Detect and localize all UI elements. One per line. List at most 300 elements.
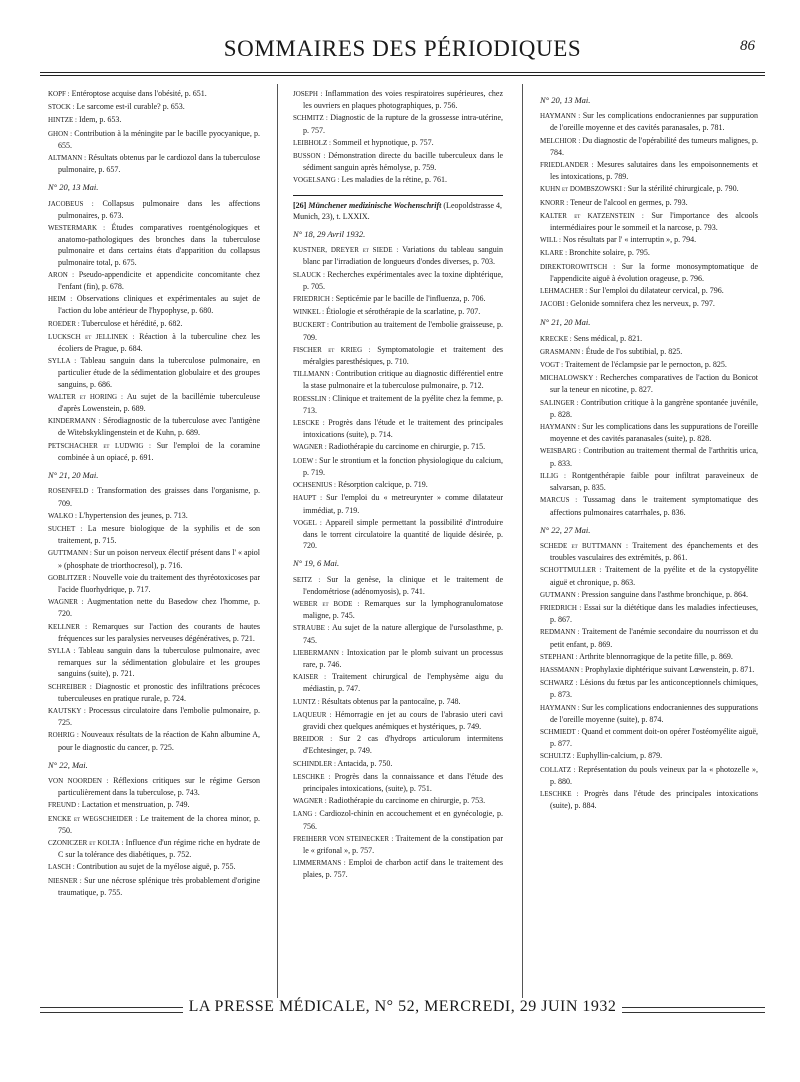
article-author: KAUTSKY :: [48, 706, 86, 715]
article-title: Teneur de l'alcool en germes, p. 793.: [570, 197, 688, 207]
article-title: Sur les complications dans les suppurations de l'oreille moyenne et des cavités paranasales (suite), p. 828.: [550, 422, 759, 444]
article-author: LEHMACHER :: [540, 287, 588, 296]
article-entry: [48, 128, 260, 151]
article-author: KLARE :: [540, 249, 568, 258]
article-title: Les maladies de la rétine, p. 761.: [341, 175, 448, 185]
article-author: SCHINDLER :: [293, 759, 336, 768]
article-author: SYLLA :: [48, 646, 76, 655]
issue-date-heading: N° 21, 20 Mai.: [48, 470, 99, 481]
article-author: DIREKTOROWITSCH :: [540, 262, 616, 271]
article-entry: [293, 393, 503, 416]
article-author: BUCKERT :: [293, 321, 329, 330]
article-author: GRASMANN :: [540, 347, 584, 356]
article-entry: [540, 702, 758, 725]
article-author: WESTERMARK :: [48, 224, 106, 233]
article-author: LESCHKE :: [293, 772, 331, 781]
article-author: LOEW :: [293, 456, 317, 465]
article-author: SCHMIEDT :: [540, 727, 580, 736]
article-entry: [540, 602, 758, 625]
article-author: ROEDER :: [48, 319, 80, 328]
article-title: Sur un poison nerveux électif présent dans l' « apiol » (phosphate de triorthocresol), p. 716.: [58, 548, 261, 570]
article-author: HASSMANN :: [540, 665, 583, 674]
article-title: Réaction à la tuberculine chez les écoliers de Prague, p. 684.: [58, 331, 260, 354]
article-entry: [293, 574, 503, 597]
article-entry: [293, 344, 503, 367]
article-author: WAGNER :: [293, 797, 327, 806]
issue-date-heading: N° 20, 13 Mai.: [540, 95, 591, 105]
article-entry: [293, 598, 503, 621]
article-author: FREUND :: [48, 801, 80, 810]
article-entry: [293, 88, 503, 111]
article-author: SCHULTZ :: [540, 752, 575, 761]
article-entry: [48, 799, 260, 811]
article-entry: [48, 88, 260, 100]
article-title: Arthrite blennorragique de la petite fille, p. 869.: [579, 651, 733, 661]
article-entry: [293, 306, 503, 318]
article-title: Appareil simple permettant la possibilité d'introduire dans le torrent circulatoire la quantité de liquide désirée, p. 720.: [303, 517, 504, 551]
issue-date-heading: N° 19, 6 Mai.: [293, 558, 340, 569]
article-title: Progrès dans l'étude des principales intoxications (suite), p. 884.: [550, 788, 759, 811]
article-title: Sur la forme monosymptomatique de l'appendicite aiguë à évolution orageuse, p. 796.: [550, 261, 758, 283]
article-author: PETSCHACHER et LUDWIG :: [48, 441, 151, 450]
article-entry: [540, 333, 758, 345]
article-entry: [48, 729, 260, 752]
article-title: Idem, p. 653.: [78, 115, 122, 125]
column-middle: [293, 88, 503, 882]
article-entry: [48, 596, 260, 619]
article-author: OCHSENIUS :: [293, 481, 336, 490]
article-author: ALTMANN :: [48, 154, 87, 163]
article-author: KRECKE :: [540, 334, 572, 343]
article-entry: [293, 795, 503, 807]
article-author: SCHOTTMULLER :: [540, 566, 602, 575]
article-title: Transformation des graisses dans l'organisme, p. 709.: [58, 486, 260, 508]
article-author: WAGNER :: [293, 443, 327, 452]
article-author: SYLLA :: [48, 357, 77, 366]
header-rule-double: [40, 75, 765, 76]
article-entry: [540, 285, 758, 297]
article-author: HAYMANN :: [540, 112, 581, 121]
article-author: JACOBEUS :: [48, 199, 94, 208]
article-author: STRAUBE :: [293, 624, 330, 633]
article-title: Inflammation des voies respiratoires supérieures, chez les ouvriers en plaques photographiques, p. 756.: [303, 89, 503, 111]
article-title: Réflexions critiques sur le régime Gerson particulièrement dans la tuberculose, p. 743.: [58, 775, 260, 798]
article-entry: [48, 101, 260, 113]
article-title: Entéroptose acquise dans l'obésité, p. 651.: [71, 89, 207, 98]
article-author: CZONICZER et KOLTA :: [48, 838, 124, 847]
article-entry: [540, 677, 758, 700]
issue-date-heading: N° 21, 20 Mai.: [540, 317, 591, 328]
journal-number: [26]: [293, 200, 307, 210]
column-divider: [277, 84, 278, 999]
article-title: Sur la stérilité chirurgicale, p. 790.: [627, 184, 739, 194]
article-author: FISCHER et KRIEG :: [293, 345, 371, 354]
article-title: Quand et comment doit-on opérer l'ostéomyélite aiguë, p. 877.: [550, 726, 758, 749]
article-entry: [48, 331, 260, 354]
article-author: VOGT :: [540, 361, 564, 370]
article-title: Au sujet de la bacillémie tuberculeuse d'après Lowenstein, p. 689.: [58, 391, 261, 414]
article-title: Remarques sur l'action des courants de hautes fréquences sur les paralysies nerveuses dégénératives, p. 721.: [58, 621, 261, 643]
article-title: Prophylaxie diphtérique suivant Lœwenstein, p. 871.: [584, 664, 755, 674]
article-author: LESCHKE :: [540, 789, 579, 798]
article-title: Résultats obtenus par la pantocaïne, p. 748.: [321, 696, 461, 706]
article-author: WAGNER :: [48, 598, 84, 607]
article-author: GUTMANN :: [540, 590, 580, 599]
article-entry: [540, 445, 758, 468]
article-title: Traitement des épanchements et des troubles vasculaires des extrémités, p. 861.: [550, 540, 758, 563]
article-title: Collapsus pulmonaire dans les affections pulmonaires, p. 673.: [58, 198, 261, 220]
article-entry: [293, 857, 503, 880]
article-entry: [540, 750, 758, 762]
article-entry: [540, 494, 758, 517]
article-author: FRIEDRICH :: [293, 295, 334, 304]
article-author: WEBER et BODE :: [293, 599, 360, 608]
article-title: Traitement de la pyélite et de la cystopyélite aiguë et chronique, p. 863.: [550, 565, 758, 587]
article-author: KINDERMANN :: [48, 417, 101, 426]
article-author: NIESNER :: [48, 876, 82, 885]
article-author: KALTER et KATZENSTEIN :: [540, 211, 644, 220]
article-title: Bronchite solaire, p. 795.: [569, 248, 650, 258]
article-title: Sur la genèse, la clinique et le traitement de l'endométriose (adénomyosis), p. 741.: [303, 574, 504, 596]
article-title: Le traitement de la chorea minor, p. 750.: [58, 813, 261, 835]
page-title: SOMMAIRES DES PÉRIODIQUES: [223, 36, 582, 61]
article-author: HAUPT :: [293, 494, 323, 503]
issue-date-heading: N° 22, Mai.: [48, 759, 88, 770]
article-author: BREIDOR :: [293, 735, 333, 744]
article-entry: [540, 234, 758, 246]
article-title: Influence d'un régime riche en hydrate de C sur la tolérance des diabétiques, p. 752.: [58, 837, 260, 860]
article-entry: [540, 589, 758, 601]
article-entry: [293, 244, 503, 267]
article-title: Progrès dans l'étude et le traitement des principales intoxications (suite), p. 714.: [303, 418, 503, 440]
article-author: LUCKSCH et JELLINEK :: [48, 332, 135, 341]
article-author: KUSTNER, DREYER et SIEDE :: [293, 246, 399, 255]
article-entry: [293, 492, 503, 515]
article-title: Pseudo-appendicite et appendicite concomitante chez l'enfant (fin), p. 678.: [58, 269, 261, 292]
article-title: Sur l'emploi du dilatateur cervical, p. 796.: [589, 286, 724, 296]
column-divider: [522, 84, 523, 999]
article-title: Diagnostic et pronostic des infiltrations précoces tuberculeuses en pratique rurale, p. 724.: [58, 681, 261, 703]
article-title: Sur l'importance des alcools intermédiaires pour le sommeil et la narcose, p. 793.: [550, 210, 758, 233]
article-entry: [293, 441, 503, 453]
article-title: Sur l'emploi de la coramine combinée à un opiacé, p. 691.: [58, 440, 261, 462]
article-author: KOPF :: [48, 90, 70, 98]
page-header: [40, 22, 765, 72]
article-author: WALKO :: [48, 511, 77, 520]
article-title: Intoxication par le plomb suivant un processus rare, p. 746.: [303, 647, 503, 669]
article-author: LAQUEUR :: [293, 710, 332, 719]
article-author: JACOBI :: [540, 300, 569, 309]
article-title: Résultats obtenus par le cardiozol dans la tuberculose pulmonaire, p. 657.: [58, 153, 260, 175]
article-entry: [293, 417, 503, 440]
article-entry: [540, 346, 758, 358]
article-title: Radiothérapie du carcinome en chirurgie, p. 753.: [328, 796, 486, 806]
article-entry: [540, 197, 758, 209]
article-entry: [48, 510, 260, 522]
article-title: Sur le strontium et la fonction physiologique du calcium, p. 719.: [303, 455, 503, 477]
article-entry: [48, 415, 260, 438]
article-title: Symptomatologie et traitement des méralgies paresthésiques, p. 710.: [303, 344, 503, 367]
article-author: ROSENFELD :: [48, 487, 94, 496]
article-author: KUHN et DOMBSZOWSKI :: [540, 185, 626, 194]
article-entry: [540, 421, 758, 444]
header-rule: [40, 72, 765, 73]
article-author: HINTZE :: [48, 116, 77, 125]
article-title: Tableau sanguin dans la tuberculose pulmonaire, en particulier étude de la sédimentation globulaire et des groupes sanguins, p. 686.: [58, 356, 260, 389]
article-title: Hémorragie en jet au cours de l'abrasio uteri cavi gravidi chez quelques anémiques et hystériques, p. 749.: [303, 709, 504, 731]
article-title: Contribution au sujet de la myélose aiguë, p. 755.: [76, 862, 236, 872]
article-author: KELLNER :: [48, 622, 88, 631]
article-author: SCHWARZ :: [540, 679, 578, 688]
article-entry: [540, 726, 758, 749]
article-title: La mesure biologique de la syphilis et de son traitement, p. 715.: [58, 523, 261, 546]
article-author: FRIEDLANDER :: [540, 161, 594, 170]
article-entry: [540, 564, 758, 587]
article-entry: [293, 709, 503, 732]
article-title: Sens médical, p. 821.: [573, 333, 643, 343]
article-entry: [48, 485, 260, 508]
article-title: Cardiozol-chinin en accouchement et en gynécologie, p. 756.: [303, 809, 504, 831]
article-entry: [540, 210, 758, 233]
article-entry: [48, 572, 260, 595]
article-author: SUCHET :: [48, 524, 83, 533]
article-entry: [48, 293, 260, 316]
article-entry: [540, 664, 758, 676]
journal-title: Münchener medizinische Wochenschrift: [308, 200, 442, 210]
article-entry: [293, 622, 503, 645]
article-entry: [293, 771, 503, 794]
article-title: Sérodiagnostic de la tuberculose avec l'antigène de Witebskyklingenstein et de Kuhn, p. 689.: [58, 416, 261, 438]
article-entry: [540, 183, 758, 195]
article-entry: [48, 318, 260, 330]
article-author: WALTER et HORING :: [48, 392, 124, 401]
article-author: REDMANN :: [540, 628, 580, 637]
article-author: GOBLITZER :: [48, 573, 91, 582]
column-right: [540, 88, 758, 812]
article-title: Traitement de l'anémie secondaire du nourrisson et du petit enfant, p. 869.: [550, 627, 758, 649]
article-title: Sommeil et hypnotique, p. 757.: [332, 137, 434, 147]
article-entry: [48, 813, 260, 836]
article-author: VOGELSANG :: [293, 176, 340, 185]
article-title: Observations cliniques et expérimentales au sujet de l'action du lobe antérieur de l'hypophyse, p. 680.: [58, 294, 260, 316]
article-author: ILLIG :: [540, 471, 566, 480]
article-entry: [293, 671, 503, 694]
article-title: Euphyllin-calcium, p. 879.: [576, 751, 663, 761]
article-title: Variations du tableau sanguin blanc par l'irradiation de longueurs d'ondes diverses, p. 703.: [303, 245, 504, 267]
article-author: SCHMITZ :: [293, 114, 328, 123]
article-title: Radiothérapie du carcinome en chirurgie, p. 715.: [328, 442, 486, 452]
article-entry: [293, 833, 503, 856]
article-entry: [293, 150, 503, 173]
article-author: KAISER :: [293, 673, 327, 682]
article-title: Nouvelle voie du traitement des thyréotoxicoses par l'acide fluorhydrique, p. 717.: [58, 572, 261, 594]
article-author: SLAUCK :: [293, 270, 326, 279]
article-author: KNORR :: [540, 198, 569, 207]
article-entry: [48, 222, 260, 268]
article-title: L'hypertension des jeunes, p. 713.: [78, 510, 188, 520]
article-entry: [48, 705, 260, 728]
article-entry: [293, 479, 503, 491]
article-title: Rontgenthérapie faible pour infiltrat paraveineux de salvarsan, p. 835.: [550, 470, 758, 493]
article-author: MICHALOWSKY :: [540, 374, 598, 383]
article-author: COLLATZ :: [540, 765, 576, 774]
article-title: Traitement de la constipation par le « grifonal », p. 757.: [303, 833, 503, 855]
article-title: Septicémie par le bacille de l'influenza, p. 706.: [335, 294, 486, 304]
article-title: Essai sur la diététique dans les maladies infectieuses, p. 867.: [550, 602, 758, 625]
article-entry: [540, 626, 758, 649]
article-title: Augmentation nette du Basedow chez l'homme, p. 720.: [58, 597, 260, 619]
article-author: MELCHIOR :: [540, 136, 581, 145]
article-title: Gelonide somnifera chez les nerveux, p. 797.: [570, 299, 715, 309]
article-title: Études comparatives roentgénologiques et anatomo-pathologiques des bronches dans la tuberculose pulmonaire et dans certains états d'apparition du collapsus pulmonaire total, p. 675.: [58, 223, 261, 267]
article-title: Au sujet de la nature allergique de l'ursolasthme, p. 745.: [303, 623, 503, 645]
article-author: SCHEDE et BUTTMANN :: [540, 541, 628, 550]
article-title: Traitement chirurgical de l'emphysème aigu du médiastin, p. 747.: [303, 672, 504, 694]
article-entry: [540, 247, 758, 259]
article-title: Tuberculose et hérédité, p. 682.: [81, 318, 183, 328]
article-author: TILLMANN :: [293, 370, 334, 379]
article-author: SALINGER :: [540, 398, 579, 407]
article-title: Sur l'emploi du « metreurynter » comme dilatateur immédiat, p. 719.: [303, 493, 504, 515]
article-author: JOSEPH :: [293, 90, 323, 98]
article-entry: [293, 319, 503, 342]
article-author: ROESSLIN :: [293, 394, 331, 403]
article-title: Clinique et traitement de la pyélite chez la femme, p. 713.: [303, 393, 503, 415]
article-author: LIMMERMANS :: [293, 859, 346, 868]
page-footer: [40, 996, 765, 1020]
article-entry: [48, 837, 260, 860]
article-author: SCHREIBER :: [48, 682, 92, 691]
article-title: Étiologie et sérothérapie de la scarlatine, p. 707.: [326, 307, 481, 317]
article-entry: [540, 135, 758, 158]
article-entry: [540, 372, 758, 395]
article-author: LUNTZ :: [293, 697, 320, 706]
article-entry: [540, 540, 758, 563]
article-entry: [293, 455, 503, 478]
article-entry: [540, 110, 758, 133]
article-author: SEITZ :: [293, 575, 321, 584]
article-entry: [540, 764, 758, 787]
article-entry: [293, 517, 503, 552]
article-title: Nos résultats par l' « interruptin », p. 794.: [562, 235, 697, 245]
article-author: WILL :: [540, 236, 561, 245]
article-title: Le sarcome est-il curable? p. 653.: [76, 102, 185, 112]
article-title: Tussamag dans le traitement symptomatique des affections pulmonaires catarrhales, p. 836.: [550, 495, 759, 517]
article-author: WEISBARG :: [540, 447, 581, 456]
article-title: Contribution au traitement de l'embolie graisseuse, p. 709.: [303, 320, 503, 342]
article-title: Du diagnostic de l'opérabilité des tumeurs malignes, p. 784.: [550, 135, 759, 157]
article-entry: [293, 733, 503, 756]
article-title: Sur une nécrose splénique très probablement d'origine traumatique, p. 755.: [58, 875, 261, 897]
article-entry: [48, 645, 260, 680]
issue-date-heading: N° 22, 27 Mai.: [540, 524, 591, 535]
footer-text: LA PRESSE MÉDICALE, N° 52, MERCREDI, 29 JUIN 1932: [40, 998, 765, 1016]
article-author: LEIBHOLZ :: [293, 138, 331, 147]
article-title: Résorption calcique, p. 719.: [337, 480, 428, 490]
article-entry: [48, 269, 260, 292]
article-author: GHON :: [48, 129, 73, 138]
article-entry: [540, 359, 758, 371]
article-title: Sur les complications endocraniennes par suppuration de l'oreille moyenne et des cavités paranasales, p. 781.: [550, 111, 759, 133]
article-title: Recherches expérimentales avec la toxine diphtérique, p. 705.: [303, 269, 504, 291]
article-title: Sur les complications endocraniennes des suppurations de l'oreille moyenne (suite), p. 874.: [550, 702, 759, 724]
article-entry: [48, 621, 260, 644]
article-entry: [540, 788, 758, 811]
article-entry: [48, 198, 260, 221]
article-author: VOGEL :: [293, 518, 322, 527]
article-author: ENCKE et WEGSCHEIDER :: [48, 814, 138, 823]
article-entry: [293, 758, 503, 770]
article-entry: [540, 470, 758, 493]
journal-heading: [293, 195, 503, 222]
article-entry: [48, 114, 260, 126]
article-entry: [293, 174, 503, 186]
article-author: BUSSON :: [293, 152, 326, 161]
article-author: LESCKE :: [293, 419, 325, 428]
column-left: [48, 88, 260, 899]
journal-details: (Leopoldstrasse 4, Munich, 23), t. LXXIX.: [293, 200, 503, 221]
article-author: WINKEL :: [293, 308, 325, 317]
article-entry: [293, 112, 503, 135]
article-title: Contribution à la méningite par le bacille pyocyanique, p. 655.: [58, 128, 261, 150]
article-title: Traitement de l'éclampsie par le pernocton, p. 825.: [564, 360, 727, 370]
article-author: ROHRIG :: [48, 731, 79, 740]
article-entry: [293, 293, 503, 305]
article-title: Contribution critique au diagnostic différentiel entre la stase pulmonaire et la tuberculose pulmonaire, p. 712.: [303, 369, 504, 391]
article-entry: [293, 808, 503, 831]
article-entry: [48, 391, 260, 414]
article-entry: [540, 298, 758, 310]
article-title: Sur 2 cas d'hydrops articulorum intermitens d'Echtesinger, p. 749.: [303, 734, 504, 756]
article-entry: [48, 355, 260, 390]
issue-date-heading: N° 18, 29 Avril 1932.: [293, 229, 366, 240]
article-entry: [293, 137, 503, 149]
article-title: Processus circulatoire dans l'embolie pulmonaire, p. 725.: [58, 705, 260, 728]
article-author: MARCUS :: [540, 496, 578, 505]
article-author: LASCH :: [48, 863, 75, 872]
article-entry: [293, 368, 503, 391]
article-title: Lésions du fœtus par les anticonceptionnels chimiques, p. 873.: [550, 678, 758, 700]
article-author: FRIEDRICH :: [540, 603, 582, 612]
issue-date-heading: N° 20, 13 Mai.: [48, 182, 99, 193]
article-author: GUTTMANN :: [48, 549, 92, 558]
article-title: Contribution au traitement thermal de l'arthritis urica, p. 833.: [550, 446, 759, 468]
article-title: Emploi de charbon actif dans le traitement des plaies, p. 757.: [303, 858, 503, 880]
article-title: Antacida, p. 750.: [337, 758, 393, 768]
article-entry: [48, 875, 260, 898]
article-author: VON NOORDEN :: [48, 776, 109, 785]
article-entry: [48, 440, 260, 463]
article-entry: [293, 696, 503, 708]
article-entry: [48, 775, 260, 798]
article-entry: [293, 269, 503, 292]
article-title: Lactation et menstruation, p. 749.: [81, 800, 190, 810]
article-title: Tableau sanguin dans la tuberculose pulmonaire, avec remarques sur la sédimentation globulaire et les groupes sanguins (suite), p. 721.: [58, 645, 260, 679]
article-author: STEPHANI :: [540, 652, 578, 661]
article-entry: [48, 523, 260, 546]
article-entry: [48, 681, 260, 704]
article-author: ARON :: [48, 270, 75, 279]
article-entry: [48, 861, 260, 873]
article-title: Recherches comparatives de l'action du Bonicot sur la teneur en nicotine, p. 827.: [550, 373, 759, 395]
article-title: Démonstration directe du bacille tuberculeux dans le sédiment sanguin après hémolyse, p. 759.: [303, 151, 503, 173]
article-title: Progrès dans la connaissance et dans l'étude des principales intoxications, (suite), p. 751.: [303, 771, 504, 793]
article-author: HAYMANN :: [540, 703, 580, 712]
article-title: Pression sanguine dans l'asthme bronchique, p. 864.: [581, 589, 749, 599]
article-title: Remarques sur la lymphogranulomatose maligne, p. 745.: [303, 598, 503, 621]
article-title: Nouveaux résultats de la réaction de Kahn albumine A, pour le diagnostic du cancer, p. 725.: [58, 730, 261, 752]
article-entry: [293, 647, 503, 670]
